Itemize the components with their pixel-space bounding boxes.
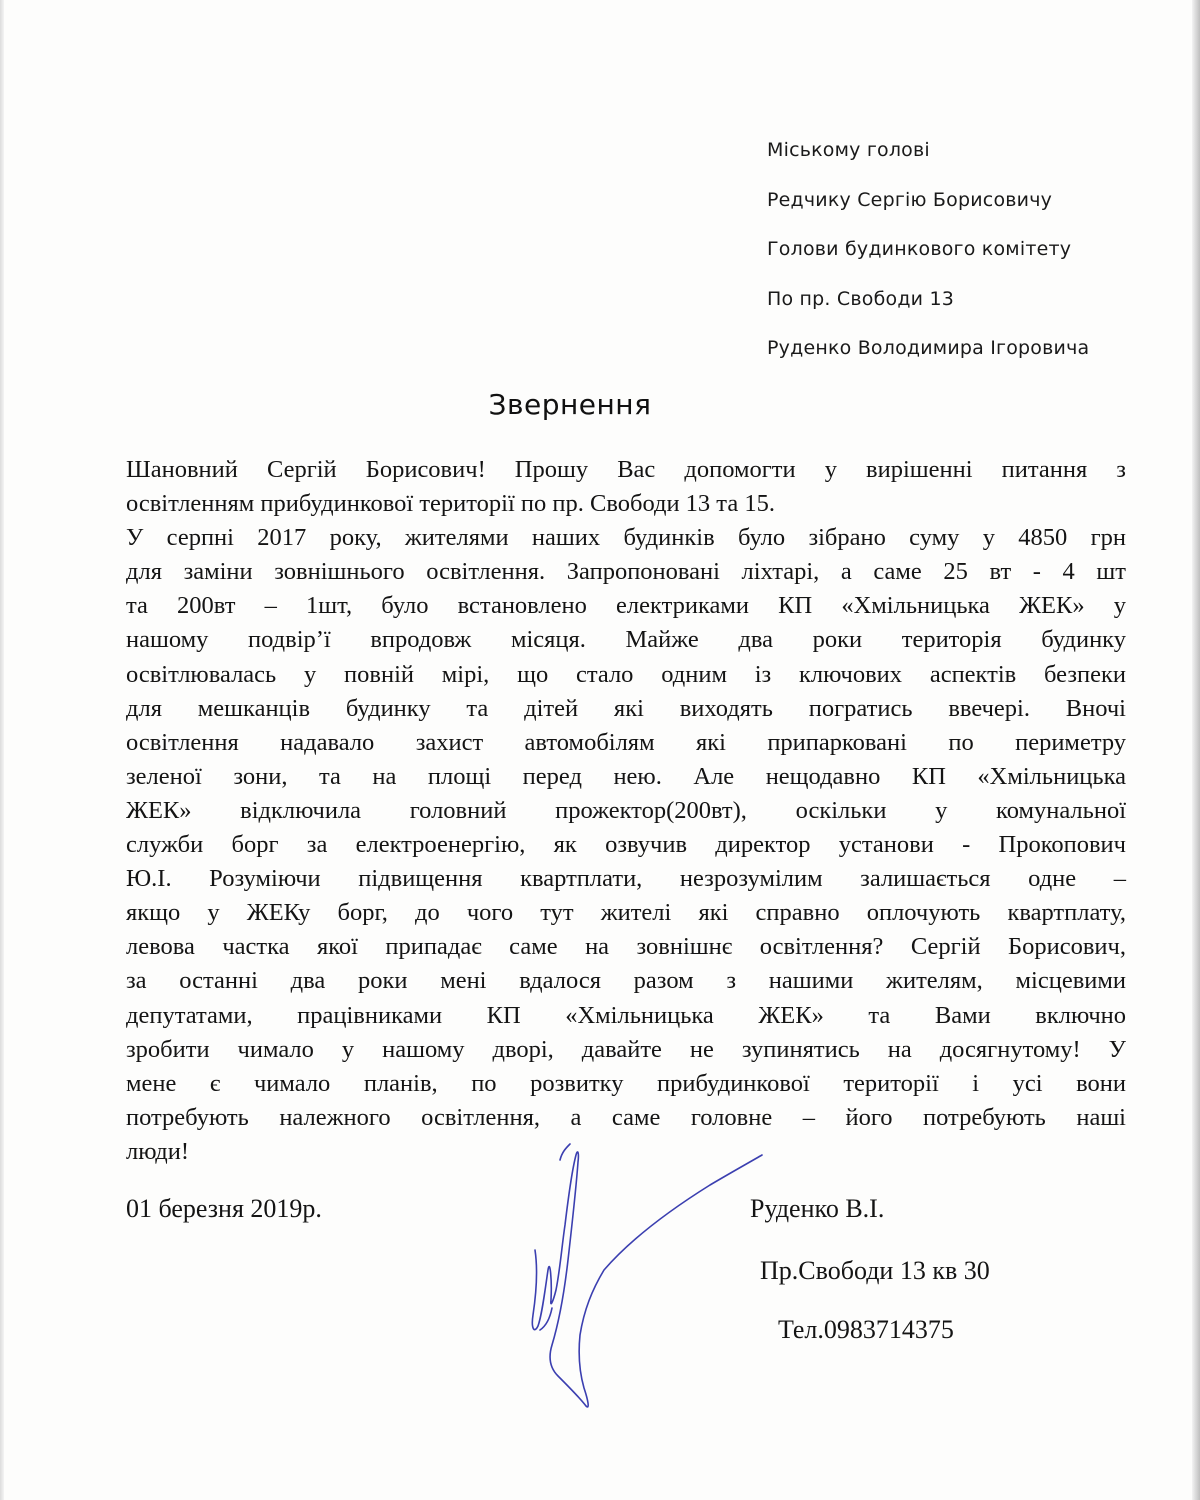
addressee-line: По пр. Свободи 13 <box>767 287 955 310</box>
letter-body <box>126 453 1126 1169</box>
addressee-line: Міському голові <box>767 139 930 161</box>
body-line: нашому подвір’ї впродовж місяця. Майже два роки територія будинку <box>126 626 1126 654</box>
letter-date: 01 березня 2019р. <box>126 1194 322 1223</box>
body-line: мене є чимало планів, по розвитку прибудинкової території і усі вони <box>126 1069 1126 1097</box>
addressee-line: Редчику Сергію Борисовичу <box>767 188 1053 211</box>
body-line: освітленням прибудинкової території по пр. Свободи 13 та 15. <box>126 490 775 518</box>
body-line: У серпні 2017 року, жителями наших будинків було зібрано суму у 4850 грн <box>126 524 1126 552</box>
body-line: за останні два роки мені вдалося разом з нашими жителям, місцевими <box>126 967 1126 995</box>
body-line: потребують належного освітлення, а саме головне – його потребують наші <box>126 1103 1126 1131</box>
signature-stroke <box>532 1144 762 1407</box>
addressee-line: Руденко Володимира Ігоровича <box>767 337 1090 359</box>
body-line: та 200вт – 1шт, було встановлено електриками КП «Хмільницька ЖЕК» у <box>126 592 1126 620</box>
body-line: ЖЕК» відключила головний прожектор(200вт), оскільки у комунальної <box>126 796 1126 824</box>
scan-edge-right <box>1192 0 1200 1500</box>
handwritten-signature <box>500 1130 780 1420</box>
body-line: освітлювалась у повній мірі, що стало одним із ключових аспектів безпеки <box>126 660 1126 688</box>
body-line: зеленої зони, та на площі перед нею. Але нещодавно КП «Хмільницька <box>126 762 1126 790</box>
sender-address: Пр.Свободи 13 кв 30 <box>760 1256 990 1285</box>
body-line: депутатами, працівниками КП «Хмільницька ЖЕК» та Вами включно <box>126 1001 1126 1029</box>
body-line: для мешканців будинку та дітей які виходять погратись ввечері. Вночі <box>126 694 1126 722</box>
body-line: освітлення надавало захист автомобілям які припарковані по периметру <box>126 728 1126 756</box>
sender-phone: Тел.0983714375 <box>778 1315 954 1344</box>
body-line: Шановний Сергій Борисович! Прошу Вас допомогти у вирішенні питання з <box>126 456 1126 483</box>
body-line: для заміни зовнішнього освітлення. Запропоновані ліхтарі, а саме 25 вт - 4 шт <box>126 558 1126 586</box>
body-line: служби борг за електроенергію, як озвучив директор установи - Прокопович <box>126 831 1126 859</box>
document-title: Звернення <box>488 388 652 421</box>
body-line: люди! <box>126 1137 190 1165</box>
scan-edge-left <box>0 0 4 1500</box>
addressee-line: Голови будинкового комітету <box>767 238 1072 260</box>
sender-name: Руденко В.І. <box>750 1194 885 1223</box>
body-line: якщо у ЖЕКу борг, до чого тут жителі які справно оплочують квартплату, <box>126 899 1126 927</box>
body-line: зробити чимало у нашому дворі, давайте не зупинятись на досягнутому! У <box>126 1035 1126 1063</box>
body-line: Ю.І. Розуміючи підвищення квартплати, незрозумілим залишається одне – <box>126 865 1126 893</box>
body-line: левова частка якої припадає саме на зовнішнє освітлення? Сергій Борисович, <box>126 933 1126 961</box>
addressee-block <box>767 132 1187 380</box>
